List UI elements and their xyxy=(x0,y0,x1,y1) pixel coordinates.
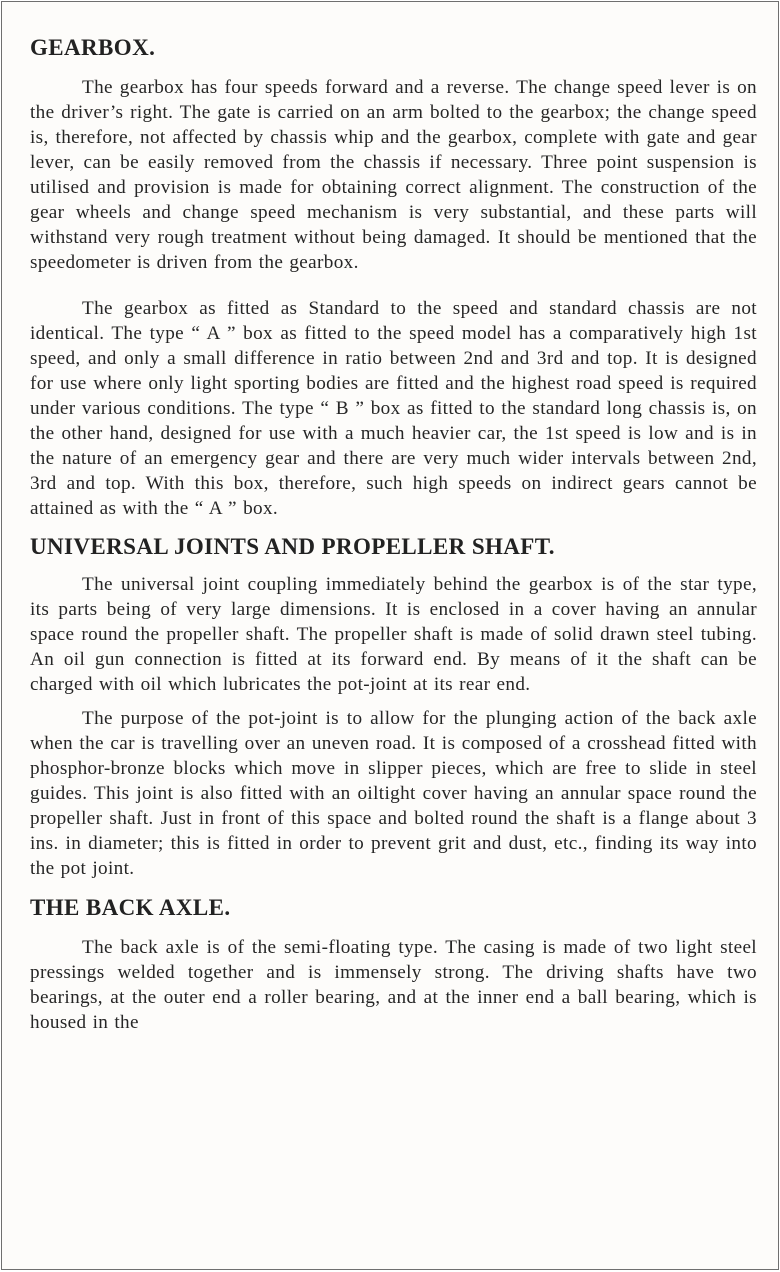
gearbox-paragraph-1: The gearbox has four speeds forward and a reverse. The change speed lever is on the driver’s right. The gate is carried on an arm bolted to the gearbox; the change speed is, therefore, not affected by chassis whip and the gearbox, complete with gate and gear lever, can be easily removed from the chassis if necessary. Three point suspension is utilised and provision is made for obtaining correct alignment. The construction of the gear wheels and change speed mechanism is very substantial, and these parts will withstand very rough treatment without being damaged. It should be mentioned that the speedometer is driven from the gearbox. xyxy=(30,77,757,273)
back-axle-paragraph-1: The back axle is of the semi-floating type. The casing is made of two light steel pressings welded together and is immensely strong. The driving shafts have two bearings, at the outer end a roller bearing, and at the inner end a ball bearing, which is housed in the xyxy=(30,937,757,1033)
section-heading-back-axle: THE BACK AXLE. xyxy=(30,895,231,920)
universal-joints-paragraph-2: The purpose of the pot-joint is to allow for the plunging action of the back axle when the car is travelling over an uneven road. It is composed of a crosshead fitted with phosphor-bronze blocks which move in slipper pieces, which are free to slide in steel guides. This joint is also fitted with an oiltight cover having an annular space round the propeller shaft. Just in front of this space and bolted round the shaft is a flange about 3 ins. in diameter; this is fitted in order to prevent grit and dust, etc., finding its way into the pot joint. xyxy=(30,708,757,879)
section-heading-universal-joints: UNIVERSAL JOINTS AND PROPELLER SHAFT. xyxy=(30,534,555,559)
gearbox-paragraph-2: The gearbox as fitted as Standard to the speed and standard chassis are not identical. The type “ A ” box as fitted to the speed model has a comparatively high 1st speed, and only a small difference in ratio between 2nd and 3rd and top. It is designed for use where only light sporting bodies are fitted and the highest road speed is required under various conditions. The type “ B ” box as fitted to the standard long chassis is, on the other hand, designed for use with a much heavier car, the 1st speed is low and is in the nature of an emergency gear and there are very much wider intervals between 2nd, 3rd and top. With this box, therefore, such high speeds on indirect gears cannot be attained as with the “ A ” box. xyxy=(30,298,757,519)
section-heading-gearbox: GEARBOX. xyxy=(30,35,156,60)
universal-joints-paragraph-1: The universal joint coupling immediately behind the gearbox is of the star type, its parts being of very large dimensions. It is enclosed in a cover having an annular space round the propeller shaft. The propeller shaft is made of solid drawn steel tubing. An oil gun connection is fitted at its forward end. By means of it the shaft can be charged with oil which lubricates the pot-joint at its rear end. xyxy=(30,574,757,695)
document-page xyxy=(1,1,779,1270)
document-body xyxy=(30,33,757,1035)
